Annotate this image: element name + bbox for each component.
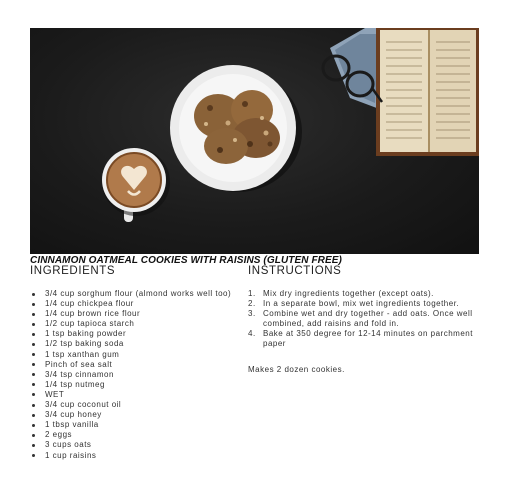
- cookies: [194, 90, 280, 164]
- ingredient-item: 1/4 cup chickpea flour: [45, 299, 255, 309]
- ingredient-item: 1 cup raisins: [45, 451, 255, 461]
- ingredient-group-label: WET: [45, 390, 255, 400]
- recipe-hero-image: [30, 28, 479, 254]
- step-text: Combine wet and dry together - add oats. Once well combined, add raisins and fold in.: [263, 309, 473, 329]
- ingredient-item: 3/4 cup sorghum flour (almond works well too): [45, 289, 255, 299]
- step-number: 4.: [248, 329, 256, 339]
- instructions-list: [248, 289, 485, 350]
- step-text: In a separate bowl, mix wet ingredients together.: [263, 299, 460, 309]
- ingredient-item: 3/4 tsp cinnamon: [45, 370, 255, 380]
- instruction-step: [248, 289, 485, 299]
- yield-note: Makes 2 dozen cookies.: [248, 365, 345, 374]
- instruction-step: [248, 309, 485, 329]
- instruction-step: [248, 329, 485, 349]
- ingredient-item: Pinch of sea salt: [45, 360, 255, 370]
- recipe-title: CINNAMON OATMEAL COOKIES WITH RAISINS (GLUTEN FREE): [30, 255, 342, 266]
- ingredient-item: 1/2 tsp baking soda: [45, 339, 255, 349]
- step-text: Bake at 350 degree for 12-14 minutes on parchment paper: [263, 329, 473, 349]
- ingredient-item: 1 tsp baking powder: [45, 329, 255, 339]
- instruction-step: [248, 299, 485, 309]
- ingredient-item: 1/4 cup brown rice flour: [45, 309, 255, 319]
- ingredients-heading: INGREDIENTS: [30, 265, 116, 277]
- ingredient-item: 3 cups oats: [45, 440, 255, 450]
- step-number: 1.: [248, 289, 256, 298]
- ingredient-item: 1 tsp xanthan gum: [45, 350, 255, 360]
- instructions-heading: INSTRUCTIONS: [248, 265, 342, 277]
- hero-illustration: [30, 28, 479, 254]
- ingredient-item: 2 eggs: [45, 430, 255, 440]
- ingredient-item: 1 tbsp vanilla: [45, 420, 255, 430]
- step-text: Mix dry ingredients together (except oats).: [263, 289, 434, 298]
- ingredients-list: [30, 289, 255, 461]
- step-number: 3.: [248, 309, 256, 319]
- ingredient-item: 3/4 cup honey: [45, 410, 255, 420]
- ingredient-item: 3/4 cup coconut oil: [45, 400, 255, 410]
- ingredient-item: 1/4 tsp nutmeg: [45, 380, 255, 390]
- step-number: 2.: [248, 299, 256, 309]
- ingredient-item: 1/2 cup tapioca starch: [45, 319, 255, 329]
